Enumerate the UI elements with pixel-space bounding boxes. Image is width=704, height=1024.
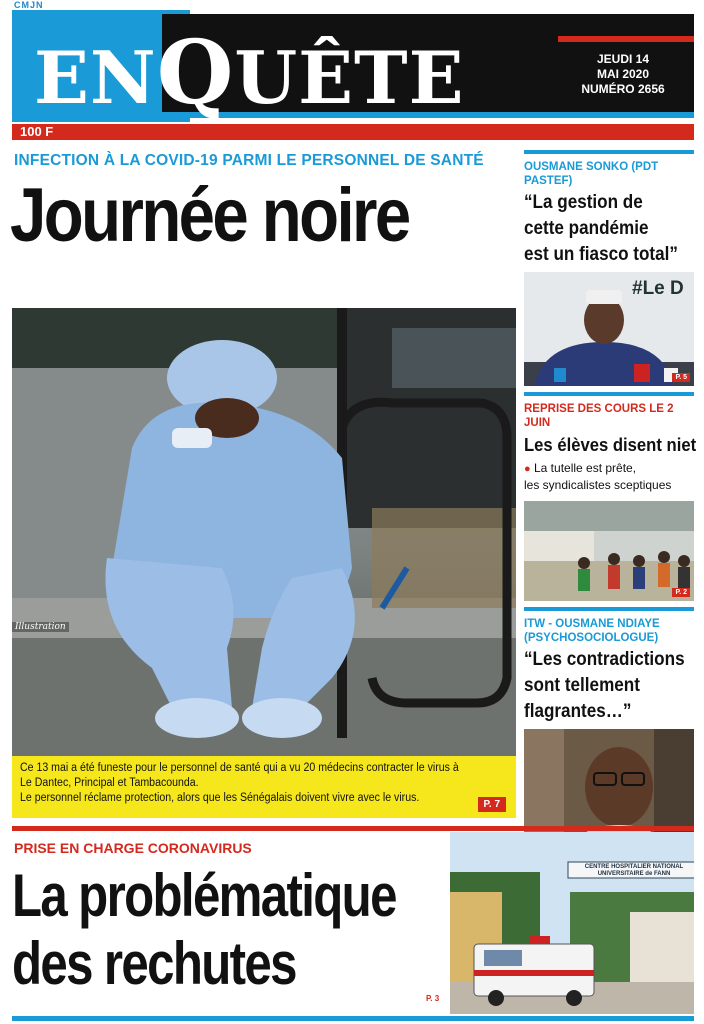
sonko-page-ref[interactable]: P. 5: [672, 373, 690, 382]
date-red-rule: [558, 36, 694, 42]
school-bullet: [524, 460, 694, 477]
issue-number: NUMÉRO 2656: [581, 82, 665, 96]
itw-quote-line: sont tellement: [524, 675, 640, 696]
price-bar: [12, 124, 694, 140]
hospital-sign: CENTRE HOSPITALIER NATIONAL UNIVERSITAIRE de FANN: [584, 864, 684, 877]
bottom-story-headline: [12, 862, 396, 998]
itw-quote-line: “Les contradictions: [524, 649, 685, 670]
school-headline: Les élèves disent niet: [524, 434, 697, 455]
main-story-caption: [12, 756, 516, 818]
logo-part-q: Q: [156, 20, 235, 124]
health-worker-illustration: [12, 308, 516, 756]
itw-kicker-line2: (PSYCHOSOCIOLOGUE): [524, 632, 659, 644]
bottom-headline-line2: des rechutes: [12, 930, 296, 997]
hospital-ambulance-illustration: [450, 832, 694, 1014]
bottom-blue-rule: [12, 1016, 694, 1021]
logo-part-uete: UÊTE: [234, 35, 465, 120]
issue-date-block: [568, 52, 678, 97]
students-crowd-illustration: [524, 501, 694, 601]
column-rule: [524, 392, 694, 396]
photo-credit: Illustration: [12, 622, 69, 632]
bottom-story-kicker: PRISE EN CHARGE CORONAVIRUS: [14, 840, 252, 856]
masthead: [12, 10, 694, 139]
school-page-ref[interactable]: P. 2: [672, 588, 690, 597]
school-kicker: REPRISE DES COURS LE 2 JUIN: [524, 403, 674, 429]
right-column: [524, 150, 697, 845]
school-bullet-line1: La tutelle est prête,: [534, 461, 637, 475]
issue-price: 100 F: [20, 124, 54, 139]
main-story-page-ref[interactable]: P. 7: [478, 797, 507, 812]
itw-kicker-line1: ITW - OUSMANE NDIAYE: [524, 618, 660, 630]
issue-day: JEUDI 14: [596, 52, 650, 66]
sonko-quote-line: cette pandémie: [524, 218, 649, 239]
column-rule: [524, 150, 694, 154]
main-story-headline: Journée noire: [10, 173, 409, 258]
caption-line: Le personnel réclame protection, alors que les Sénégalais doivent vivre avec le virus.: [20, 792, 420, 804]
caption-line: Ce 13 mai a été funeste pour le personnel de santé qui a vu 20 médecins contracter le virus à: [20, 762, 459, 774]
bottom-red-rule: [12, 826, 694, 831]
caption-line: Le Dantec, Principal et Tambacounda.: [20, 777, 199, 789]
school-bullet-line2: les syndicalistes sceptiques: [524, 478, 672, 492]
itw-quote-line: flagrantes…”: [524, 701, 632, 722]
main-story-photo: [12, 308, 516, 756]
logo-part-en: EN: [34, 35, 157, 120]
sonko-quote-line: “La gestion de: [524, 192, 643, 213]
column-rule: [524, 607, 694, 611]
bottom-headline-line1: La problématique: [12, 862, 396, 929]
sonko-photo: [524, 272, 694, 386]
sonko-kicker: OUSMANE SONKO (PDT PASTEF): [524, 161, 659, 187]
issue-month-year: MAI 2020: [596, 67, 650, 81]
school-photo: [524, 501, 694, 601]
main-story-kicker: INFECTION À LA COVID-19 PARMI LE PERSONNEL DE SANTÉ: [14, 152, 484, 169]
hospital-photo: [450, 832, 694, 1014]
newspaper-logo: [34, 20, 465, 124]
backdrop-sign: #Le D: [632, 278, 684, 299]
bottom-story-page-ref[interactable]: P. 3: [426, 994, 440, 1003]
print-marks: CMJN: [14, 0, 44, 10]
sonko-quote-line: est un fiasco total”: [524, 244, 678, 265]
bullet-dot: ●: [524, 463, 531, 475]
